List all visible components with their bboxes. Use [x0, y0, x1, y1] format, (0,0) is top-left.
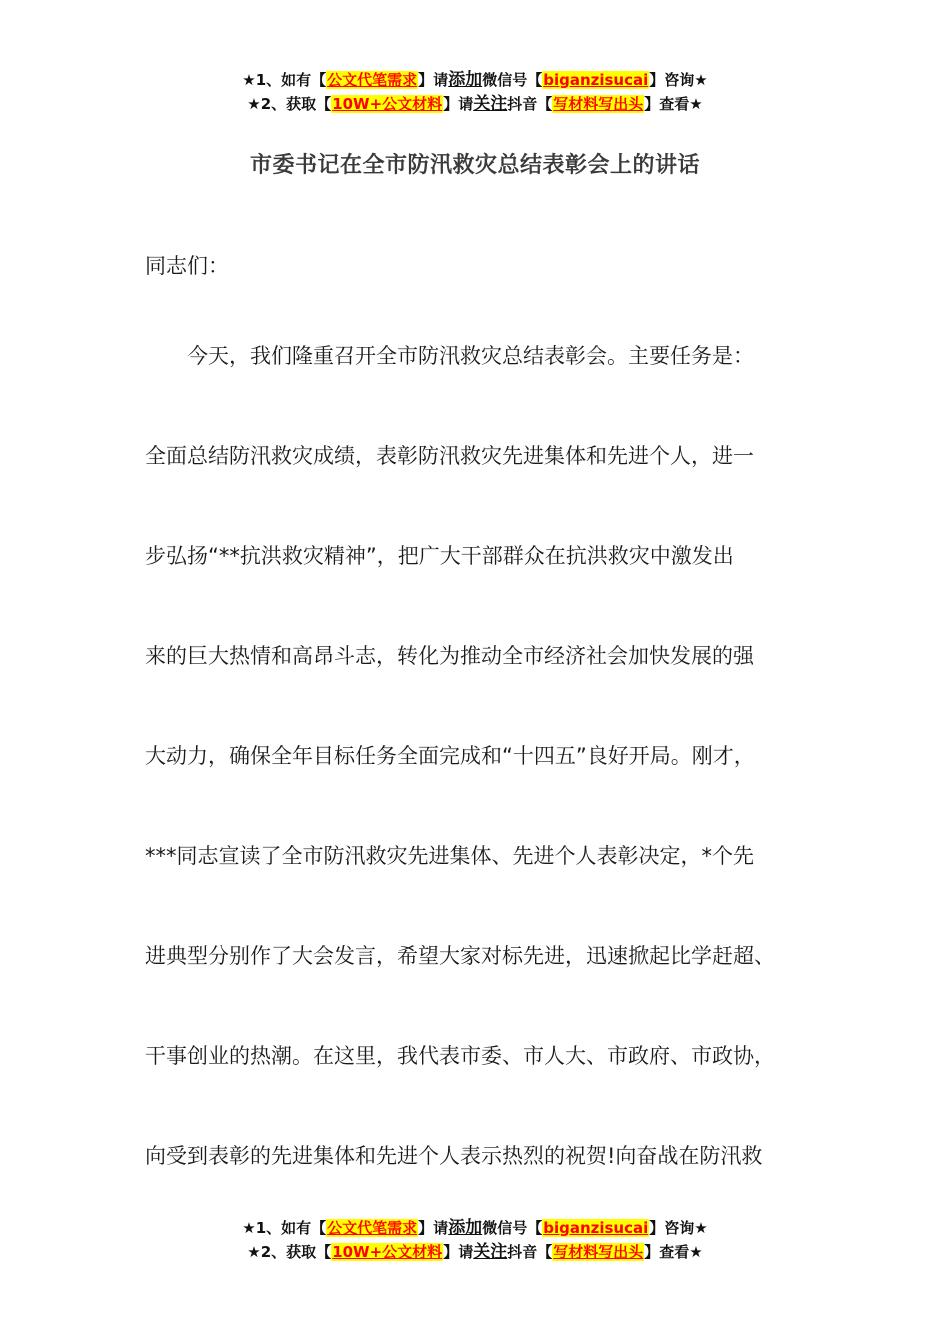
- salutation: 同志们：: [145, 254, 229, 278]
- promo-line-1: ★1、如有【公文代笔需求】请添加微信号【biganzisucai】咨询★: [242, 1218, 708, 1238]
- document-title: 市委书记在全市防汛救灾总结表彰会上的讲话: [249, 153, 700, 178]
- highlight-materials: 10W+公文材料: [332, 1243, 443, 1261]
- highlight-writing-service: 公文代笔需求: [327, 71, 418, 89]
- highlight-writing-service: 公文代笔需求: [327, 1219, 418, 1237]
- highlight-douyin-account: 写材料写出头: [553, 1243, 644, 1261]
- body-line: 向受到表彰的先进集体和先进个人表示热烈的祝贺!向奋战在防汛救: [145, 1144, 763, 1168]
- body-line: 今天，我们隆重召开全市防汛救灾总结表彰会。主要任务是：: [145, 344, 754, 368]
- body-line: ***同志宣读了全市防汛救灾先进集体、先进个人表彰决定，*个先: [145, 844, 754, 868]
- highlight-materials: 10W+公文材料: [332, 95, 443, 113]
- body-line: 全面总结防汛救灾成绩，表彰防汛救灾先进集体和先进个人，进一: [145, 444, 754, 468]
- promo-line-1: ★1、如有【公文代笔需求】请添加微信号【biganzisucai】咨询★: [242, 70, 708, 90]
- body-line: 进典型分别作了大会发言，希望大家对标先进，迅速掀起比学赶超、: [145, 944, 775, 968]
- highlight-douyin-account: 写材料写出头: [553, 95, 644, 113]
- promo-line-2: ★2、获取【10W+公文材料】请关注抖音【写材料写出头】查看★: [247, 1242, 703, 1262]
- body-line: 步弘扬“**抗洪救灾精神”，把广大干部群众在抗洪救灾中激发出: [145, 544, 734, 568]
- promo-line-2: ★2、获取【10W+公文材料】请关注抖音【写材料写出头】查看★: [247, 94, 703, 114]
- promo-banner-top: [0, 68, 950, 116]
- body-line: 大动力，确保全年目标任务全面完成和“十四五”良好开局。刚才，: [145, 744, 755, 768]
- highlight-wechat-id: biganzisucai: [543, 71, 649, 89]
- body-line: 干事创业的热潮。在这里，我代表市委、市人大、市政府、市政协，: [145, 1044, 775, 1068]
- body-line: 来的巨大热情和高昂斗志，转化为推动全市经济社会加快发展的强: [145, 644, 754, 668]
- highlight-wechat-id: biganzisucai: [543, 1219, 649, 1237]
- promo-banner-bottom: [0, 1216, 950, 1264]
